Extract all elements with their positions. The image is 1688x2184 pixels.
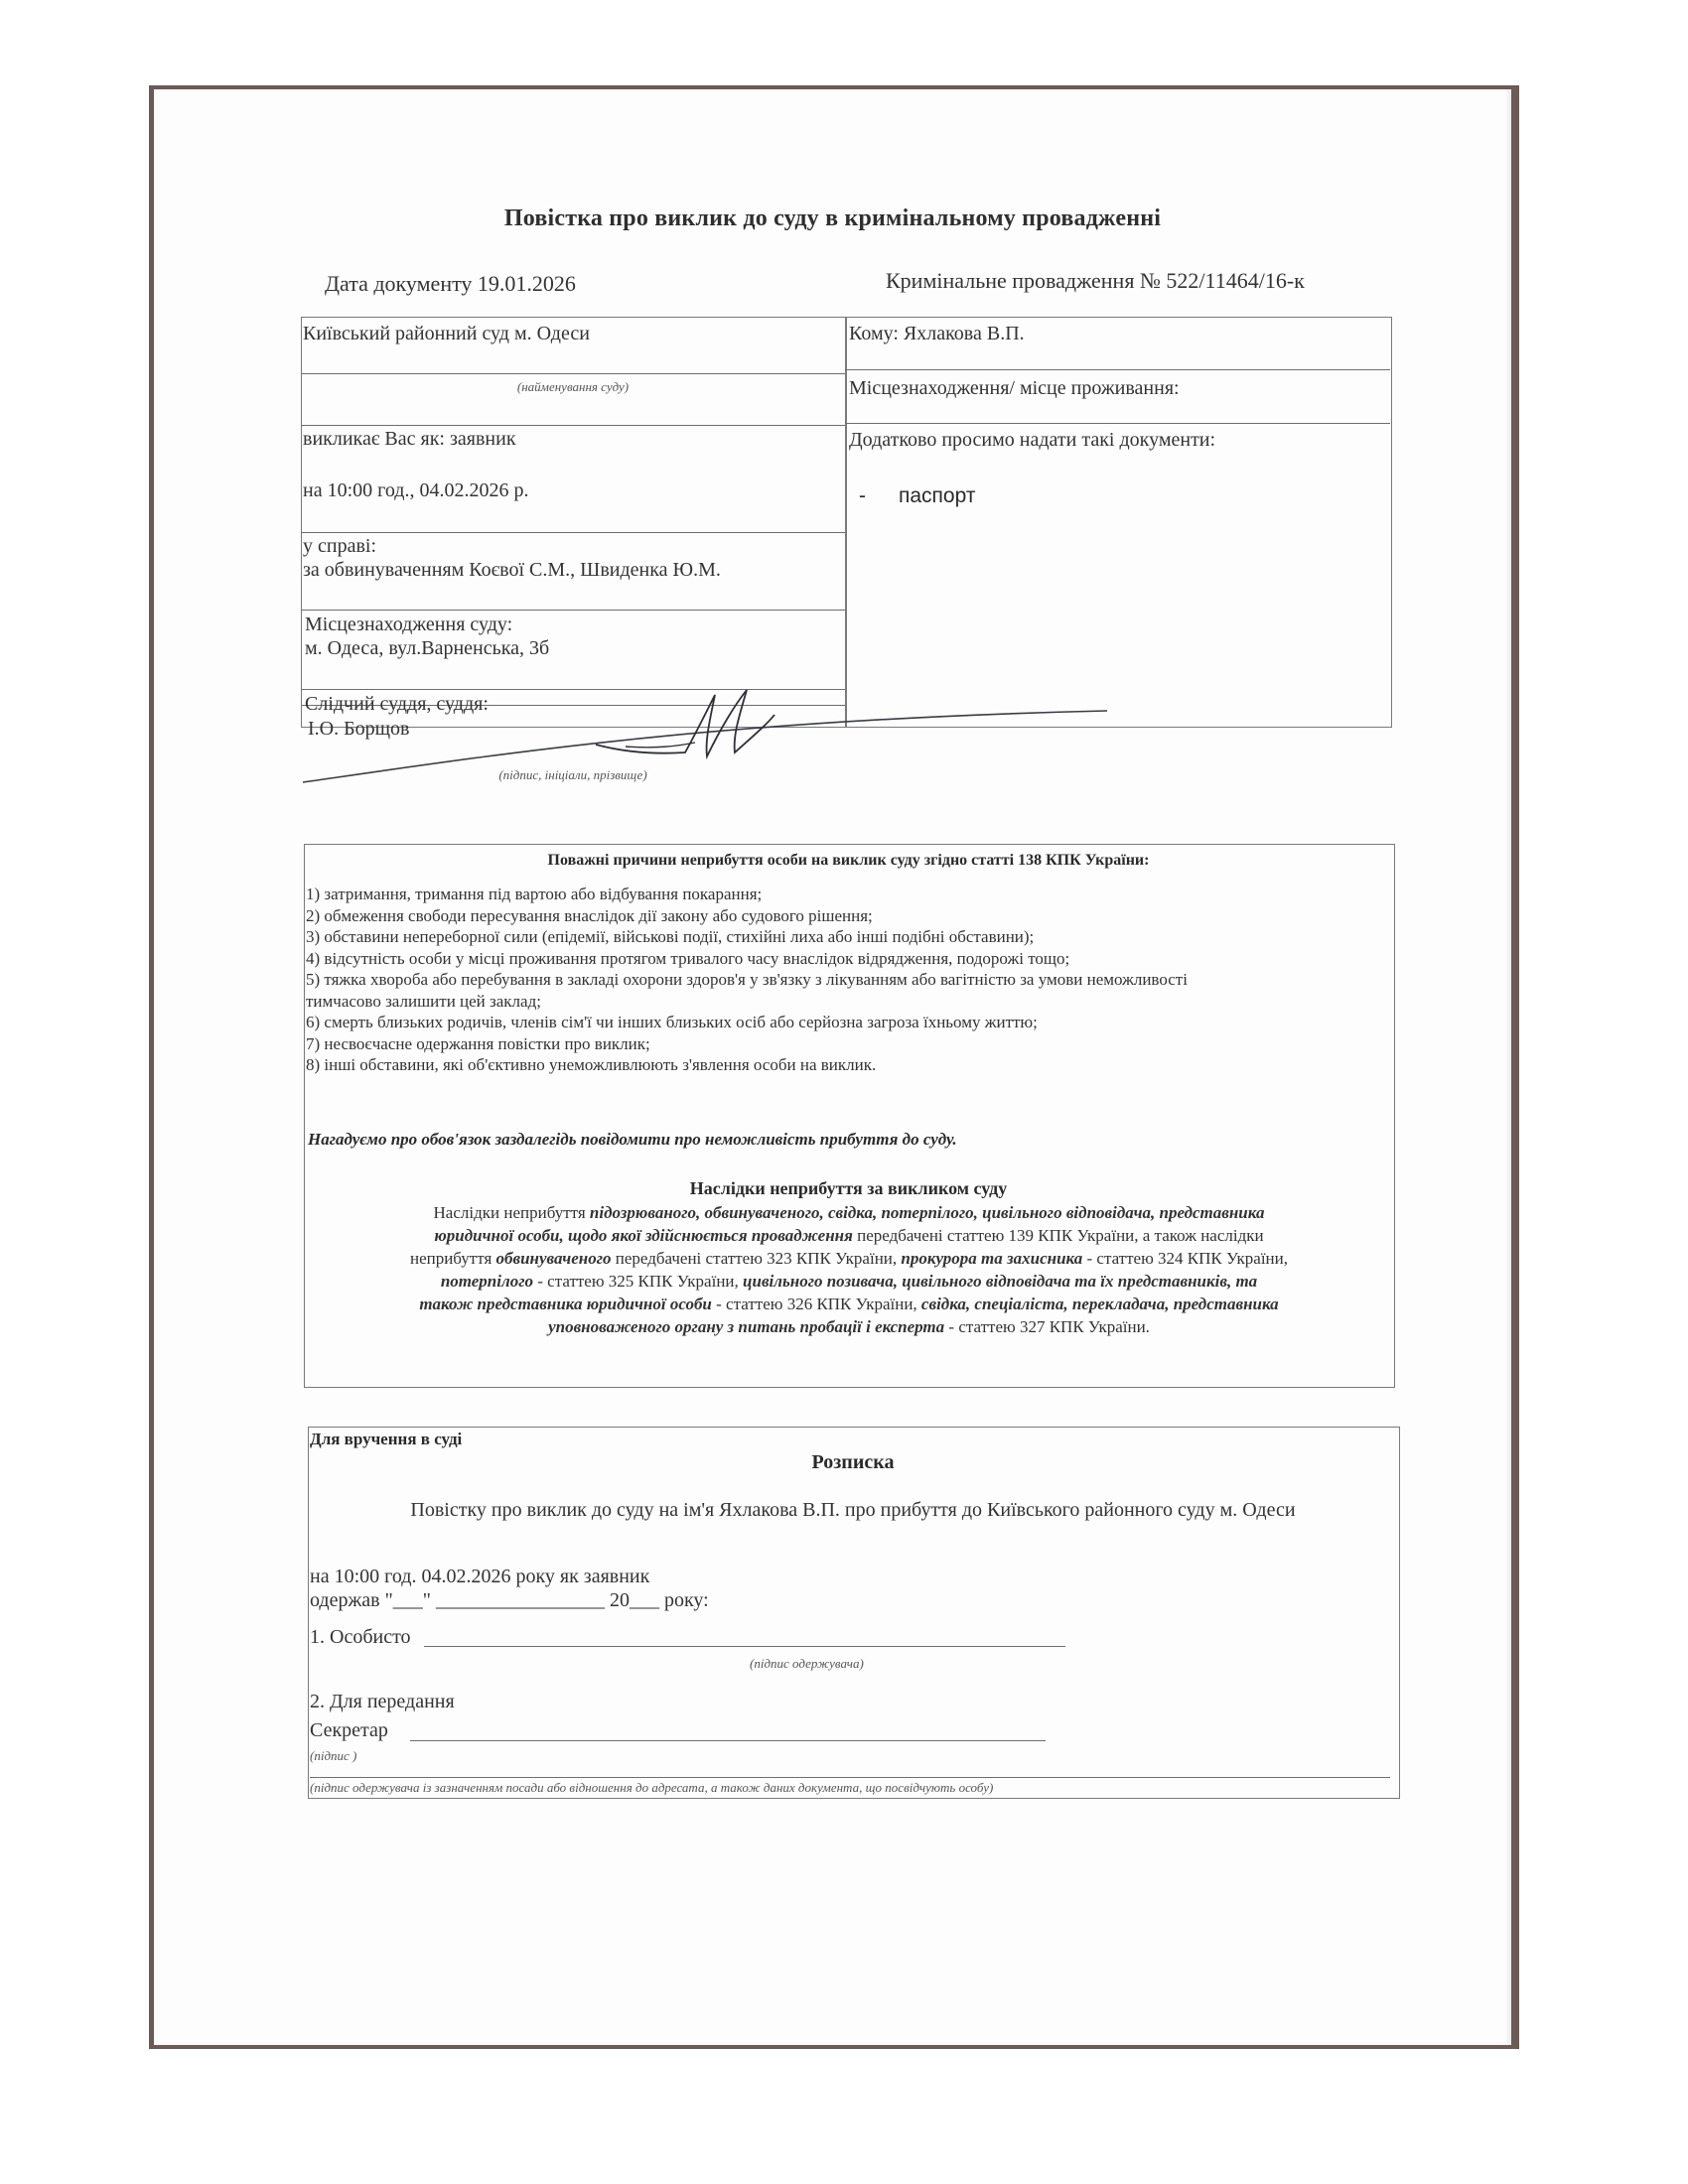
receipt-box (308, 1427, 1400, 1799)
receipt-for-transfer: 2. Для передання (310, 1691, 455, 1712)
court-name: Київський районний суд м. Одеси (303, 323, 590, 344)
consequences-heading: Наслідки неприбуття за викликом суду (689, 1178, 1008, 1198)
receipt-received-line: одержав "___" _________________ 20___ року: (310, 1589, 709, 1611)
summons-as: викликає Вас як: заявник (303, 428, 516, 450)
documents-item: паспорт (899, 484, 976, 507)
list-item: 6) смерть близьких родичів, членів сім'ї чи інших близьких осіб або серйозна загроза їхньому життю; (306, 1013, 1038, 1031)
document-page (154, 89, 1511, 2045)
documents-item-dash: - (859, 484, 866, 507)
judge-name: І.О. Борщов (308, 718, 410, 740)
court-location-label: Місцезнаходження суду: (305, 614, 513, 635)
signature-caption: (підпис, ініціали, прізвище) (498, 767, 647, 782)
consequences-text: Наслідки неприбуття підозрюваного, обвинуваченого, свідка, потерпілого, цивільного відповідача, представника юридичної особи, щодо якої здійснюється провадження передбачені статтею 139 КПК України, а також наслідки неприбуття обвинуваченого передбачені статтею 323 КПК України, прокурора та захисника - статтею 324 КПК України, потерпілого - статтею 325 КПК України, цивільного позивача, цивільного відповідача та їх представників, та також представника юридичної особи - статтею 326 КПК України, свідка, спеціаліста, перекладача, представника уповноваженого органу з питань пробації і експерта - статтею 327 КПК України. (409, 1203, 1289, 1336)
judge-signature (298, 675, 1112, 794)
court-caption: (найменування суду) (516, 379, 630, 394)
receipt-title: Розписка (811, 1451, 895, 1473)
document-date: Дата документу 19.01.2026 (325, 271, 576, 296)
recipient-residence: Місцезнаходження/ місце проживання: (849, 377, 1180, 399)
list-item: 3) обставини непереборної сили (епідемії, військові події, стихійні лиха або інші подібні обставини); (306, 927, 1035, 946)
recipient-signature-caption: (підпис одержувача) (750, 1656, 864, 1671)
secretary-sign-caption: (підпис ) (310, 1748, 357, 1763)
receipt-for-court: Для вручення в суді (310, 1430, 463, 1448)
bottom-signature-line (310, 1777, 1390, 1778)
judge-label: Слідчий суддя, суддя: (305, 693, 489, 715)
personally-signature-line (424, 1646, 1065, 1647)
list-item: 5) тяжка хвороба або перебування в закладі охорони здоров'я у зв'язку з лікуванням або вагітністю за умови неможливості (306, 970, 1188, 989)
bottom-caption: (підпис одержувача із зазначенням посади або відношення до адресата, а також даних документа, що посвідчують особу) (310, 1780, 994, 1795)
secretary-signature-line (410, 1740, 1046, 1741)
reminder: Нагадуємо про обов'язок заздалегідь повідомити про неможливість прибуття до суду. (308, 1130, 957, 1149)
receipt-personally: 1. Особисто (310, 1626, 411, 1648)
document-title: Повістка про виклик до суду в кримінальному провадженні (503, 205, 1162, 231)
list-item: 8) інші обставини, які об'єктивно унеможливлюють з'явлення особи на виклик. (306, 1055, 877, 1074)
list-item: 4) відсутність особи у місці проживання протягом тривалого часу внаслідок відрядження, подорожі тощо; (306, 948, 1070, 968)
hearing-time: на 10:00 год., 04.02.2026 р. (303, 479, 529, 501)
court-location-value: м. Одеса, вул.Варненська, 3б (305, 637, 550, 659)
receipt-text: Повістку про виклик до суду на ім'я Яхлакова В.П. про прибуття до Київського районного суду м. Одеси (410, 1499, 1296, 1521)
reasons-heading: Поважні причини неприбуття особи на виклик суду згідно статті 138 КПК України: (547, 852, 1150, 869)
case-number: Кримінальне провадження № 522/11464/16-к (886, 268, 1305, 293)
documents-label: Додатково просимо надати такі документи: (849, 429, 1216, 451)
reasons-list (306, 884, 1188, 1076)
recipient: Кому: Яхлакова В.П. (849, 323, 1025, 344)
list-item: 1) затримання, тримання під вартою або відбування покарання; (306, 885, 763, 903)
list-item: тимчасово залишити цей заклад; (306, 991, 541, 1011)
case-label: у справі: (303, 535, 377, 557)
case-value: за обвинуваченням Коєвої С.М., Швиденка Ю.М. (303, 559, 721, 581)
list-item: 2) обмеження свободи пересування внаслідок дії закону або судового рішення; (306, 905, 873, 925)
list-item: 7) несвоєчасне одержання повістки про виклик; (306, 1033, 650, 1053)
receipt-time-line: на 10:00 год. 04.02.2026 року як заявник (310, 1566, 650, 1587)
receipt-secretary: Секретар (310, 1719, 388, 1741)
